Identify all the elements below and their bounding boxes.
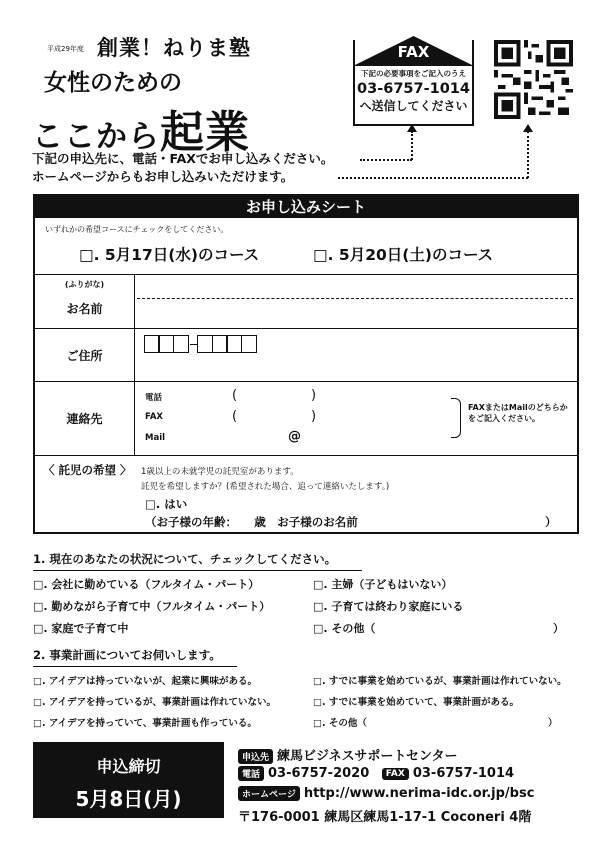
name-row <box>35 275 577 329</box>
tel-number: 03-6757-2020 <box>268 766 370 781</box>
fax-paren-open: ( <box>232 409 238 424</box>
arrow-web-h <box>338 177 528 179</box>
postal-code-field[interactable] <box>145 335 257 353</box>
status-option-working-parent[interactable]: □. 勤めながら子育て中（フルタイム・パート） <box>33 600 271 613</box>
tag-apply-to: 申込先 <box>238 749 273 764</box>
plan-option-other[interactable]: □. その他（ <box>313 718 367 729</box>
sheet-title: お申し込みシート <box>35 196 577 218</box>
plan-option-started-no-plan[interactable]: □. すでに事業を始めているが、事業計画は作れていない。 <box>313 676 567 687</box>
childcare-detail: （お子様の年齢： 歳 お子様のお名前 <box>145 515 358 529</box>
childcare-label: 〈 託児の希望 〉 <box>43 463 132 477</box>
status-option-home-parent[interactable]: □. 家庭で子育て中 <box>33 622 129 635</box>
childcare-note2: 託児を希望しますか？(希望された場合、追って連絡いたします。) <box>141 482 390 492</box>
childcare-row <box>35 456 577 532</box>
section1 <box>33 551 362 571</box>
intro-line2: ホームページからもお申し込みいただけます。 <box>32 169 294 184</box>
plan-option-interested[interactable]: □. アイデアは持っていないが、起業に興味がある。 <box>33 676 258 687</box>
name-field[interactable] <box>137 301 573 327</box>
status-option-fulltime[interactable]: □. 会社に勤めている（フルタイム・パート） <box>33 578 260 591</box>
fax-label: FAX <box>145 412 163 422</box>
contact-brace <box>451 398 461 438</box>
brand-name: 創業！ねりま塾 <box>97 36 251 60</box>
fax-instruction-box <box>353 36 474 126</box>
furigana-label: (ふりがな) <box>64 279 105 289</box>
fax-title: FAX <box>397 43 430 61</box>
name-label-cell <box>35 275 135 328</box>
qr-code[interactable] <box>494 40 573 119</box>
org-name: 練馬ビジネスサポートセンター <box>277 749 458 764</box>
mail-at: @ <box>288 429 301 444</box>
tag-web: ホームページ <box>238 786 300 801</box>
deadline-date: 5月8日(月) <box>75 787 182 811</box>
address-label: ご住所 <box>35 329 135 381</box>
website-link[interactable]: http://www.nerima-idc.or.jp/bsc <box>303 786 535 801</box>
contact-address: 〒176-0001 練馬区練馬1-17-1 Coconeri 4階 <box>238 810 532 825</box>
title-line1: 女性のための <box>44 70 182 96</box>
fax-send: へ送信してください <box>359 99 468 113</box>
name-label: お名前 <box>66 301 103 316</box>
childcare-note1: 1歳以上の未就学児の託児室があります。 <box>141 467 299 477</box>
course-option-0517[interactable]: □. 5月17日(水)のコース <box>79 246 260 264</box>
course-option-0520[interactable]: □. 5月20日(土)のコース <box>313 246 494 264</box>
tag-fax: FAX <box>382 768 409 780</box>
mail-label: Mail <box>145 433 166 443</box>
plan-option-started-with-plan[interactable]: □. すでに事業を始めていて、事業計画がある。 <box>313 697 519 708</box>
section2 <box>33 647 237 667</box>
deadline-box <box>33 742 224 818</box>
status-option-done-raising[interactable]: □. 子育ては終わり家庭にいる <box>313 600 464 613</box>
fiscal-year: 平成29年度 <box>47 45 84 53</box>
title-big: 起業 <box>160 107 250 158</box>
tag-tel: 電話 <box>238 766 264 781</box>
course-row <box>35 218 577 275</box>
application-sheet <box>33 194 579 534</box>
section2-title: 2. 事業計画についてお伺いします。 <box>33 647 237 667</box>
plan-option-idea-with-plan[interactable]: □. アイデアを持っていて、事業計画も作っている。 <box>33 718 257 729</box>
phone-paren-close: ) <box>311 388 317 403</box>
plan-option-idea-no-plan[interactable]: □. アイデアを持っているが、事業計画は作れていない。 <box>33 697 277 708</box>
arrow-web-v <box>527 131 529 178</box>
fax-paren-close: ) <box>311 409 317 424</box>
fax-sub: 下記の必要事項をご記入のうえ <box>361 69 466 78</box>
deadline-label: 申込締切 <box>96 757 161 776</box>
arrow-fax-h <box>360 159 412 161</box>
furigana-field[interactable] <box>137 298 573 299</box>
address-row <box>35 329 577 382</box>
arrow-fax-v <box>411 131 413 160</box>
contact-note: FAXまたはMailのどちらかをご記入ください。 <box>468 403 568 423</box>
phone-paren-open: ( <box>232 388 238 403</box>
course-note: いずれかの希望コースにチェックをしてください。 <box>45 225 229 234</box>
arrow-web-head <box>523 124 533 132</box>
contact-org <box>238 745 457 764</box>
intro-text <box>32 150 333 186</box>
childcare-yes-checkbox[interactable]: □. はい <box>145 497 188 511</box>
section1-title: 1. 現在のあなたの状況について、チェックしてください。 <box>33 551 362 571</box>
fax-body <box>353 40 474 126</box>
intro-line1: 下記の申込先に、電話・FAXでお申し込みください。 <box>32 151 334 166</box>
contact-phone-fax <box>238 766 514 781</box>
contact-row <box>35 382 577 456</box>
plan-other-close: ） <box>548 718 558 729</box>
phone-label: 電話 <box>145 393 163 403</box>
contact-label: 連絡先 <box>35 382 135 455</box>
contact-web <box>238 786 534 801</box>
title-small: ここから <box>32 119 160 155</box>
childcare-close: ） <box>545 515 557 529</box>
status-option-housewife[interactable]: □. 主婦（子どもはいない） <box>313 578 453 591</box>
fax-number-contact: 03-6757-1014 <box>412 766 515 781</box>
status-other-close: ） <box>553 622 564 635</box>
fax-number: 03-6757-1014 <box>357 81 470 97</box>
status-option-other[interactable]: □. その他（ <box>313 622 376 635</box>
